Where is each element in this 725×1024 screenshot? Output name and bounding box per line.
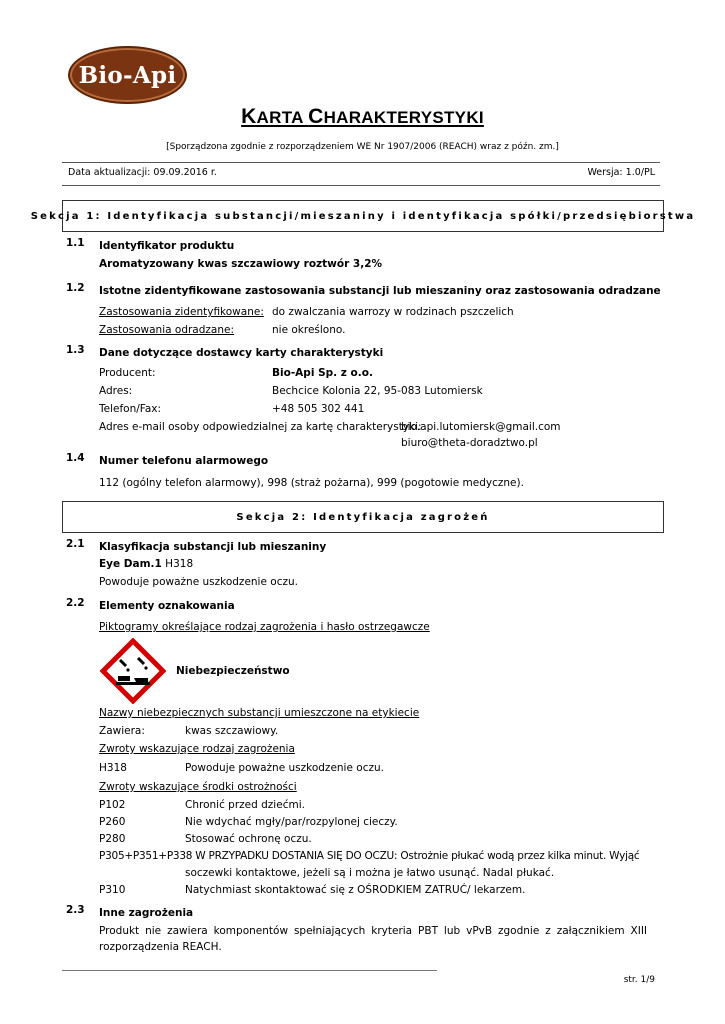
h318-text: Powoduje poważne uszkodzenie oczu. <box>185 762 384 774</box>
s22-heading: Elementy oznakowania <box>99 600 235 612</box>
section-1-header: Sekcja 1: Identyfikacja substancji/mieszaniny i identyfikacja spółki/przedsiębiorstwa <box>62 200 664 232</box>
title-rest-2: HARAKTERYSTYKI <box>323 108 484 127</box>
classification-text: Powoduje poważne uszkodzenie oczu. <box>99 576 298 588</box>
footer-divider <box>62 970 437 971</box>
classification-class: Eye Dam.1 <box>99 558 162 570</box>
p102-code: P102 <box>99 799 126 811</box>
advised-uses-value: nie określono. <box>272 324 346 336</box>
s21-heading: Klasyfikacja substancji lub mieszaniny <box>99 541 327 553</box>
s23-number: 2.3 <box>66 904 85 916</box>
email-1[interactable]: bio.api.lutomiersk@gmail.com <box>401 421 561 433</box>
p260-code: P260 <box>99 816 126 828</box>
product-name: Aromatyzowany kwas szczawiowy roztwór 3,2% <box>99 258 383 270</box>
address-label: Adres: <box>99 385 133 397</box>
precaution-label: Zwroty wskazujące środki ostrożności <box>99 781 297 793</box>
document-title <box>0 105 725 129</box>
s14-heading: Numer telefonu alarmowego <box>99 455 269 467</box>
company-logo <box>68 46 187 104</box>
p305-line-1: P305+P351+P338 W PRZYPADKU DOSTANIA SIĘ DO OCZU: Ostrożnie płukać wodą przez kilka minut. Wyjąć <box>99 850 640 862</box>
version: Wersja: 1.0/PL <box>587 167 655 178</box>
s11-number: 1.1 <box>66 237 85 249</box>
document-subtitle: [Sporządzona zgodnie z rozporządzeniem WE Nr 1907/2006 (REACH) wraz z późn. zm.] <box>166 142 559 152</box>
hazard-statements-label: Zwroty wskazujące rodzaj zagrożenia <box>99 743 295 755</box>
logo-text: Bio-Api <box>78 61 177 89</box>
s13-heading: Dane dotyczące dostawcy karty charakterystyki <box>99 347 384 359</box>
h318-code: H318 <box>99 762 127 774</box>
corrosion-pictogram-icon <box>100 638 166 704</box>
p305-line-2: soczewki kontaktowe, jeżeli są i można je łatwo usunąć. Nadal płukać. <box>185 867 555 879</box>
phone-value: +48 505 302 441 <box>272 403 365 415</box>
phone-label: Telefon/Fax: <box>99 403 162 415</box>
p260-text: Nie wdychać mgły/par/rozpylonej cieczy. <box>185 816 398 828</box>
p310-text: Natychmiast skontaktować się z OŚRODKIEM ZATRUĆ/ lekarzem. <box>185 884 526 896</box>
title-cap-1: K <box>241 105 257 128</box>
p280-code: P280 <box>99 833 126 845</box>
producer-label: Producent: <box>99 367 156 379</box>
emergency-numbers: 112 (ogólny telefon alarmowy), 998 (straż pożarna), 999 (pogotowie medyczne). <box>99 477 524 489</box>
contains-value: kwas szczawiowy. <box>185 725 279 737</box>
contains-label: Zawiera: <box>99 725 145 737</box>
title-rest-1: ARTA <box>256 108 309 127</box>
pictograms-label: Piktogramy określające rodzaj zagrożenia i hasło ostrzegawcze <box>99 621 430 633</box>
address-value: Bechcice Kolonia 22, 95-083 Lutomiersk <box>272 385 483 397</box>
s12-heading: Istotne zidentyfikowane zastosowania substancji lub mieszaniny oraz zastosowania odradzane <box>99 285 661 297</box>
section-2-header: Sekcja 2: Identyfikacja zagrożeń <box>62 501 664 533</box>
substances-label: Nazwy niebezpiecznych substancji umieszczone na etykiecie <box>99 707 420 719</box>
s12-number: 1.2 <box>66 282 85 294</box>
p102-text: Chronić przed dziećmi. <box>185 799 305 811</box>
p310-code: P310 <box>99 884 126 896</box>
update-date: Data aktualizacji: 09.09.2016 r. <box>68 167 217 178</box>
page-number: str. 1/9 <box>623 975 655 985</box>
s13-number: 1.3 <box>66 344 85 356</box>
email-label: Adres e-mail osoby odpowiedzialnej za kartę charakterystyki: <box>99 421 422 433</box>
s21-number: 2.1 <box>66 538 85 550</box>
s23-heading: Inne zagrożenia <box>99 907 194 919</box>
producer-value: Bio-Api Sp. z o.o. <box>272 367 373 379</box>
identified-uses-value: do zwalczania warrozy w rodzinach pszczelich <box>272 306 514 318</box>
other-hazards-line-1: Produkt nie zawiera komponentów spełniających kryteria PBT lub vPvB zgodnie z załącznikiem XIII <box>99 925 648 937</box>
meta-divider <box>62 185 660 186</box>
s11-heading: Identyfikator produktu <box>99 240 235 252</box>
header-divider <box>62 162 660 163</box>
other-hazards-line-2: rozporządzenia REACH. <box>99 941 222 953</box>
identified-uses-label: Zastosowania zidentyfikowane: <box>99 306 264 318</box>
signal-word: Niebezpieczeństwo <box>176 665 290 677</box>
p280-text: Stosować ochronę oczu. <box>185 833 312 845</box>
s22-number: 2.2 <box>66 597 85 609</box>
advised-uses-label: Zastosowania odradzane: <box>99 324 235 336</box>
s14-number: 1.4 <box>66 452 85 464</box>
title-cap-2: C <box>308 105 324 128</box>
classification-code: H318 <box>161 558 194 570</box>
email-2[interactable]: biuro@theta-doradztwo.pl <box>401 437 538 449</box>
classification <box>99 555 193 573</box>
